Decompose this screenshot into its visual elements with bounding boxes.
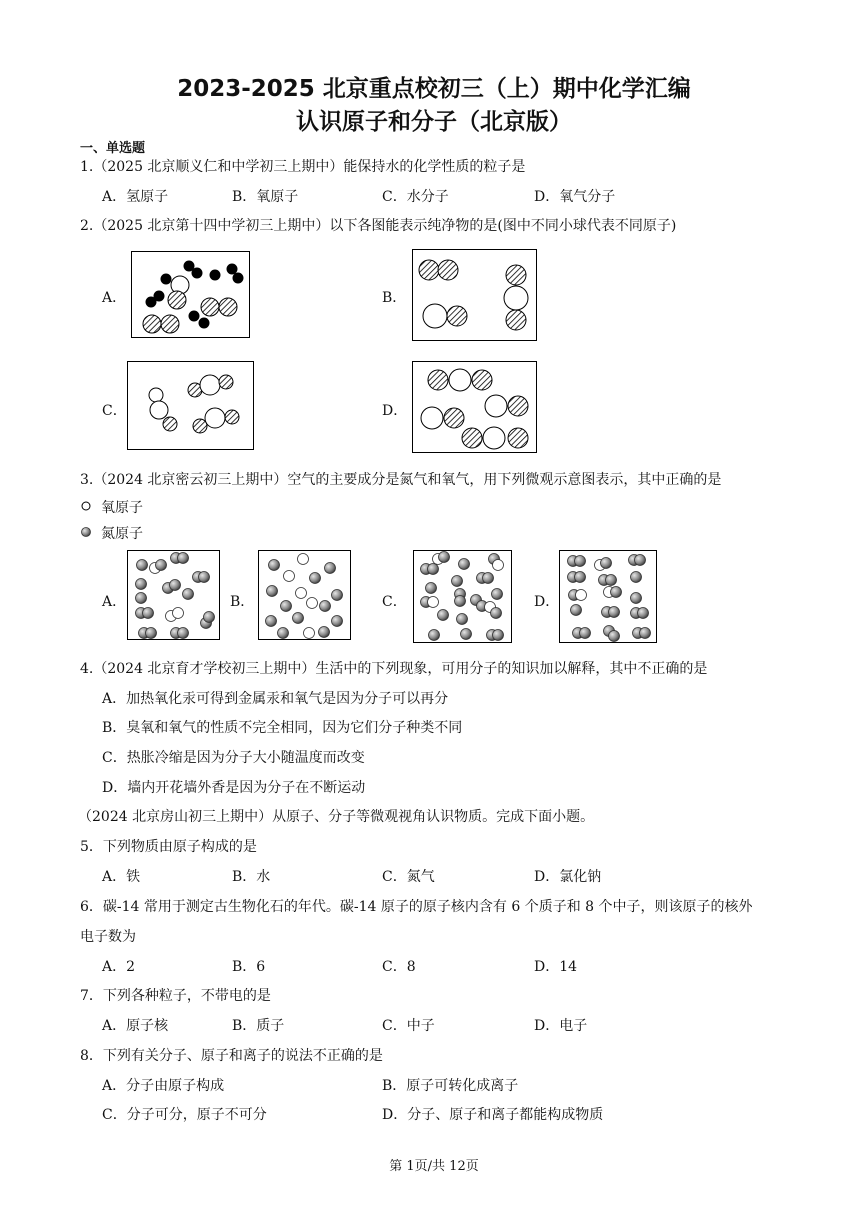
legend-nitrogen-label: 氮原子 xyxy=(101,526,143,542)
q5-option-b[interactable]: B．水 xyxy=(232,869,271,885)
q4-option-a[interactable]: A．加热氧化汞可得到金属汞和氧气是因为分子可以再分 xyxy=(102,691,449,707)
q1-option-d[interactable]: D．氧气分子 xyxy=(534,189,616,205)
q2-diagram-b[interactable] xyxy=(412,249,537,341)
q8-option-b[interactable]: B．原子可转化成离子 xyxy=(382,1078,519,1094)
page-number: 第 1页/共 12页 xyxy=(389,1159,479,1174)
q7-option-d[interactable]: D．电子 xyxy=(534,1018,588,1034)
q5-option-c[interactable]: C．氮气 xyxy=(382,869,435,885)
question-group-intro: （2024 北京房山初三上期中）从原子、分子等微观视角认识物质。完成下面小题。 xyxy=(78,809,595,825)
q1-option-b[interactable]: B．氧原子 xyxy=(232,189,299,205)
q5-option-d[interactable]: D．氯化钠 xyxy=(534,869,602,885)
q2-option-b-label[interactable]: B． xyxy=(382,290,407,306)
question-4-stem: 4.（2024 北京育才学校初三上期中）生活中的下列现象，可用分子的知识加以解释，其中不正确的是 xyxy=(80,661,708,677)
q6-option-b[interactable]: B．6 xyxy=(232,959,266,975)
question-3-stem: 3.（2024 北京密云初三上期中）空气的主要成分是氮气和氧气，用下列微观示意图表示，其中正确的是 xyxy=(80,472,722,488)
q7-option-b[interactable]: B．质子 xyxy=(232,1018,285,1034)
q2-diagram-a[interactable] xyxy=(131,251,250,338)
q1-option-a[interactable]: A．氢原子 xyxy=(102,189,169,205)
q2-diagram-d[interactable] xyxy=(412,361,537,453)
q3-option-d-label[interactable]: D． xyxy=(534,594,560,610)
q8-option-c[interactable]: C．分子可分，原子不可分 xyxy=(102,1107,267,1123)
q4-option-d[interactable]: D．墙内开花墙外香是因为分子在不断运动 xyxy=(102,780,366,796)
q3-diagram-a[interactable] xyxy=(127,550,220,640)
q7-option-c[interactable]: C．中子 xyxy=(382,1018,435,1034)
q2-option-a-label[interactable]: A． xyxy=(102,290,127,306)
question-8-stem: 8．下列有关分子、原子和离子的说法不正确的是 xyxy=(80,1048,383,1064)
q3-option-b-label[interactable]: B． xyxy=(230,594,255,610)
q3-diagram-c[interactable] xyxy=(413,550,512,643)
q3-diagram-b[interactable] xyxy=(258,550,351,640)
q6-option-a[interactable]: A．2 xyxy=(102,959,136,975)
q8-option-d[interactable]: D．分子、原子和离子都能构成物质 xyxy=(382,1107,604,1123)
q2-diagram-c[interactable] xyxy=(127,361,254,450)
q8-option-a[interactable]: A．分子由原子构成 xyxy=(102,1078,225,1094)
document-title-line1: 2023-2025 北京重点校初三（上）期中化学汇编 xyxy=(177,76,691,102)
nitrogen-atom-legend-icon xyxy=(80,526,92,538)
question-5-stem: 5．下列物质由原子构成的是 xyxy=(80,839,257,855)
section-heading: 一、单选题 xyxy=(80,141,146,156)
q3-diagram-d[interactable] xyxy=(559,550,657,643)
document-title-line2: 认识原子和分子（北京版） xyxy=(296,109,572,135)
legend-oxygen-label: 氧原子 xyxy=(101,500,143,516)
question-1-stem: 1.（2025 北京顺义仁和中学初三上期中）能保持水的化学性质的粒子是 xyxy=(80,159,526,175)
q6-option-c[interactable]: C．8 xyxy=(382,959,416,975)
q5-option-a[interactable]: A．铁 xyxy=(102,869,141,885)
q4-option-c[interactable]: C．热胀冷缩是因为分子大小随温度而改变 xyxy=(102,750,365,766)
q1-option-c[interactable]: C．水分子 xyxy=(382,189,449,205)
oxygen-atom-legend-icon xyxy=(80,500,92,512)
question-2-stem: 2.（2025 北京第十四中学初三上期中）以下各图能表示纯净物的是(图中不同小球代表不同原子) xyxy=(80,218,677,234)
q2-option-d-label[interactable]: D． xyxy=(382,403,408,419)
q4-option-b[interactable]: B．臭氧和氧气的性质不完全相同，因为它们分子种类不同 xyxy=(102,720,463,736)
q6-option-d[interactable]: D．14 xyxy=(534,959,578,975)
q3-option-a-label[interactable]: A． xyxy=(102,594,127,610)
question-7-stem: 7．下列各种粒子，不带电的是 xyxy=(80,988,271,1004)
q3-option-c-label[interactable]: C． xyxy=(382,594,407,610)
q7-option-a[interactable]: A．原子核 xyxy=(102,1018,169,1034)
q2-option-c-label[interactable]: C． xyxy=(102,403,127,419)
question-6-stem-line1: 6．碳-14 常用于测定古生物化石的年代。碳-14 原子的原子核内含有 6 个质子和 8 个中子，则该原子的核外 xyxy=(80,899,753,915)
question-6-stem-line2: 电子数为 xyxy=(80,929,136,945)
